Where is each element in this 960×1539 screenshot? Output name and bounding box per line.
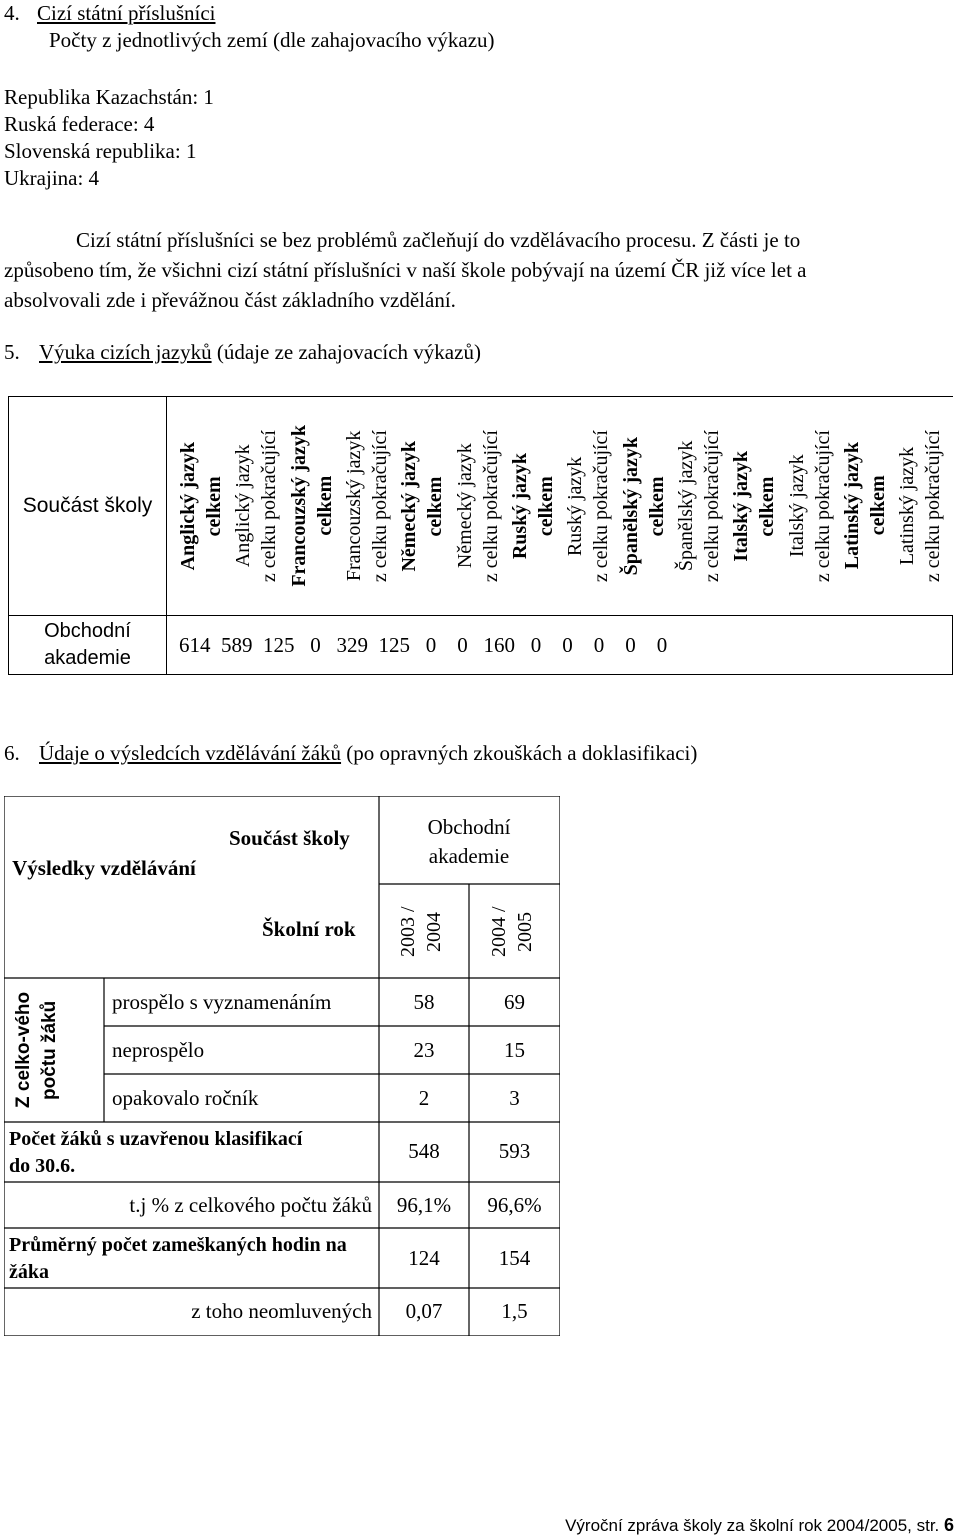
result-value: 58 (413, 990, 435, 1014)
language-metric: celkem (756, 476, 779, 536)
unexcused-value: 1,5 (501, 1299, 528, 1323)
result-value: 15 (504, 1038, 525, 1062)
percent-label: t.j % z celkového počtu žáků (129, 1193, 372, 1217)
result-value: 3 (509, 1086, 520, 1110)
section4-title: Cizí státní příslušníci (37, 1, 216, 25)
language-metric: z celku pokračující (811, 429, 834, 583)
group-label: Z celko-vého počtu žáků (13, 991, 60, 1109)
language-metric: z celku pokračující (922, 429, 945, 583)
language-metric: celkem (424, 476, 447, 536)
school-part-header: Součást školy (9, 397, 167, 616)
language-column-header (894, 397, 946, 615)
section4-number: 4. (4, 1, 20, 25)
row-values: 614 589 125 0 329 125 0 0 160 0 0 0 0 0 (167, 616, 953, 675)
result-label: neprospělo (112, 1038, 205, 1062)
classified-label: Počet žáků s uzavřenou klasifikací do 30.6. (9, 1128, 303, 1177)
language-name: Německý jazyk (398, 440, 421, 572)
section5-title: Výuka cizích jazyků (39, 340, 212, 364)
language-column-header (452, 397, 504, 615)
language-name: Španělský jazyk (675, 440, 698, 572)
language-name: Anglický jazyk (232, 444, 255, 568)
percent-value: 96,6% (487, 1193, 542, 1217)
languages-columns (167, 397, 953, 615)
language-metric: celkem (867, 476, 890, 536)
year-1: 2003 / 2004 (397, 906, 445, 958)
language-column-header (728, 397, 780, 615)
language-name: Latinský jazyk (896, 446, 919, 566)
country-list (4, 84, 214, 192)
languages-header-row (9, 397, 953, 616)
language-metric: z celku pokračující (258, 429, 281, 583)
results-header: Výsledky vzdělávání (12, 856, 196, 880)
language-column-header (562, 397, 614, 615)
language-name: Španělský jazyk (619, 436, 642, 576)
language-column-header (286, 397, 338, 615)
school-part-value: Obchodní akademie (427, 815, 511, 868)
language-column-header (507, 397, 559, 615)
section6-title-suffix: (po opravných zkouškách a doklasifikaci) (341, 741, 698, 765)
languages-data-row (9, 616, 953, 675)
language-metric: z celku pokračující (590, 429, 613, 583)
languages-table (8, 396, 953, 675)
language-metric: celkem (535, 476, 558, 536)
unexcused-value: 0,07 (405, 1299, 443, 1323)
language-metric: celkem (313, 476, 336, 536)
page-footer (565, 1515, 954, 1536)
language-name: Italský jazyk (730, 450, 753, 562)
year-2: 2004 / 2005 (488, 906, 536, 958)
school-year-label: Školní rok (262, 917, 356, 941)
section4-heading (4, 0, 216, 27)
language-metric: z celku pokračující (701, 429, 724, 583)
language-column-header (618, 397, 670, 615)
country-item: Ukrajina: 4 (4, 166, 100, 190)
languages-columns-cell (167, 397, 953, 616)
section5-title-suffix: (údaje ze zahajovacích výkazů) (211, 340, 481, 364)
section6-title: Údaje o výsledcích vzdělávání žáků (39, 741, 342, 765)
country-item: Slovenská republika: 1 (4, 139, 197, 163)
language-name: Italský jazyk (785, 454, 808, 558)
language-name: Ruský jazyk (564, 456, 587, 556)
section6-heading (4, 740, 697, 767)
paragraph-line: Cizí státní příslušníci se bez problémů začleňují do vzdělávacího procesu. Z části je to (76, 228, 801, 252)
result-label: opakovalo ročník (112, 1086, 259, 1110)
paragraph-line: absolvovali zde i převážnou část základního vzdělání. (4, 288, 456, 312)
absence-label: Průměrný počet zameškaných hodin na žáka (9, 1234, 347, 1283)
paragraph-line: způsobeno tím, že všichni cizí státní příslušníci v naší škole pobývají na území ČR již více let a (4, 258, 807, 282)
classified-value: 548 (408, 1139, 440, 1163)
results-table (4, 796, 560, 1336)
language-metric: celkem (203, 476, 225, 536)
section5-heading (4, 339, 481, 366)
row-label: Obchodní akademie (9, 616, 167, 675)
section4-paragraph (4, 225, 956, 315)
absence-value: 154 (498, 1246, 531, 1270)
unexcused-label: z toho neomluvených (191, 1299, 372, 1323)
section6-number: 6. (4, 741, 20, 765)
language-name: Francouzský jazyk (287, 425, 310, 587)
classified-value: 593 (498, 1139, 531, 1163)
language-metric: celkem (645, 476, 668, 536)
language-name: Anglický jazyk (177, 441, 199, 571)
result-value: 23 (413, 1038, 435, 1062)
language-name: Ruský jazyk (509, 452, 532, 560)
country-item: Ruská federace: 4 (4, 112, 155, 136)
country-item: Republika Kazachstán: 1 (4, 85, 214, 109)
section4-subtitle: Počty z jednotlivých zemí (dle zahajovacího výkazu) (49, 28, 495, 52)
language-column-header (673, 397, 725, 615)
language-name: Německý jazyk (453, 443, 476, 569)
language-column-header (396, 397, 448, 615)
language-metric: z celku pokračující (369, 429, 392, 583)
section5-number: 5. (4, 340, 20, 364)
result-value: 69 (504, 990, 525, 1014)
language-column-header (175, 397, 227, 615)
result-value: 2 (418, 1086, 430, 1110)
language-name: Francouzský jazyk (343, 430, 366, 582)
language-metric: z celku pokračující (479, 429, 502, 583)
language-column-header (230, 397, 282, 615)
language-column-header (839, 397, 891, 615)
percent-value: 96,1% (396, 1193, 452, 1217)
page-number: 6 (943, 1515, 954, 1535)
footer-text: Výroční zpráva školy za školní rok 2004/2005, str. (565, 1516, 944, 1535)
language-column-header (341, 397, 393, 615)
language-column-header (784, 397, 836, 615)
absence-value: 124 (408, 1246, 440, 1270)
result-label: prospělo s vyznamenáním (112, 990, 332, 1014)
language-name: Latinský jazyk (841, 442, 864, 570)
school-part-label: Součást školy (229, 826, 350, 850)
